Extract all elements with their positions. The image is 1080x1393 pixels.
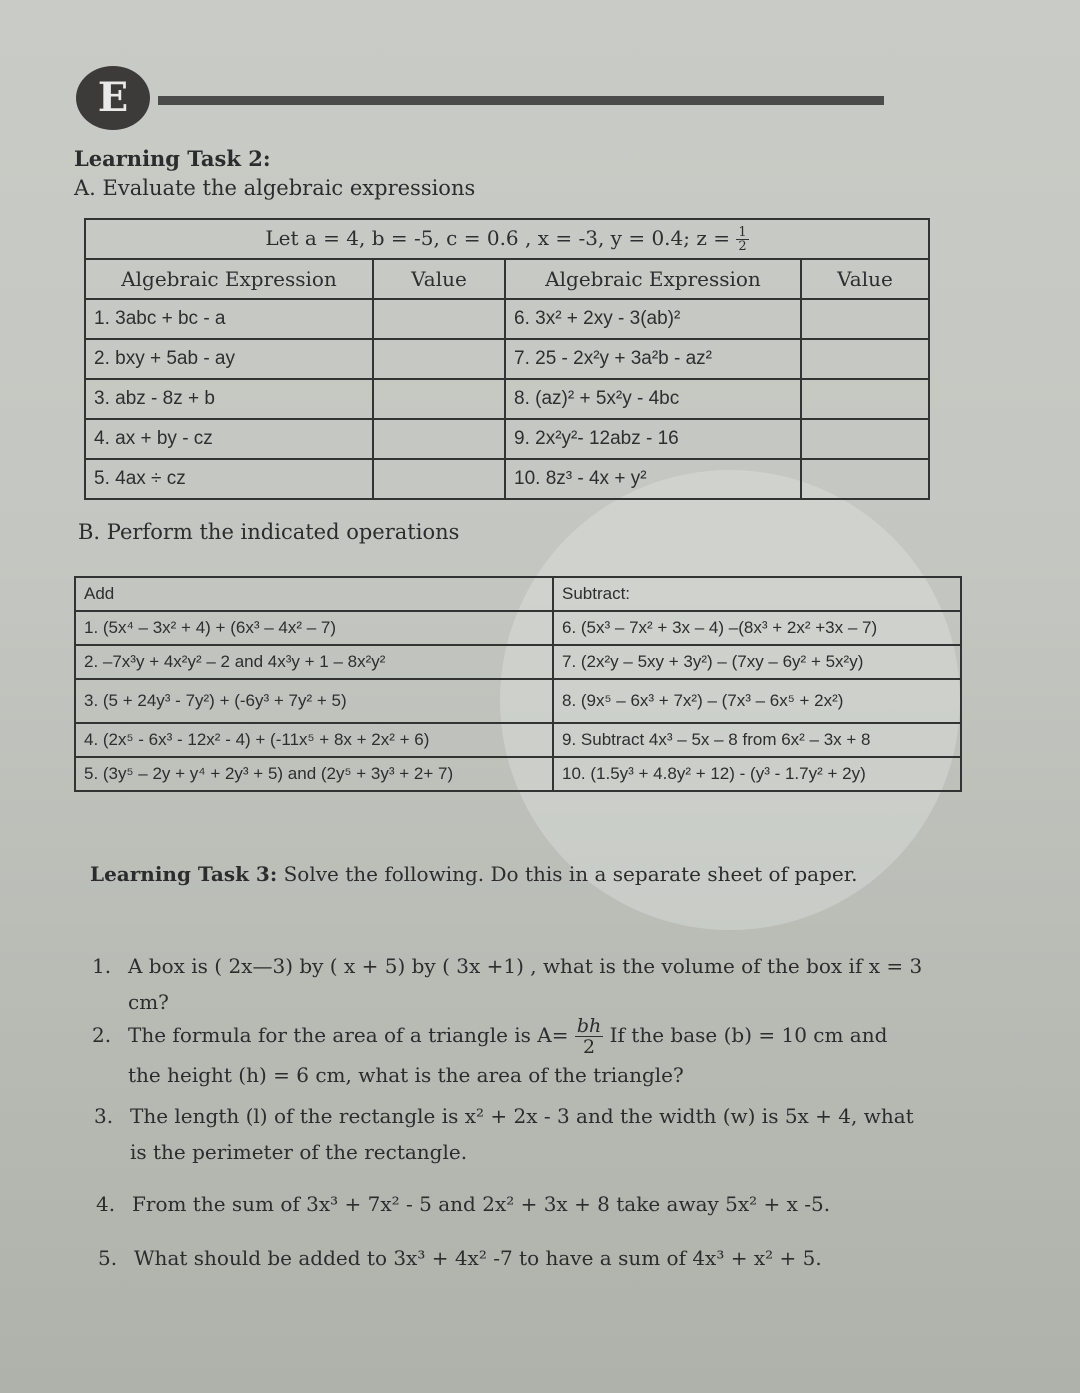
- col-header-expression-1: Algebraic Expression: [85, 259, 373, 299]
- add-header: Add: [75, 577, 553, 611]
- part-b-heading: B. Perform the indicated operations: [78, 520, 460, 544]
- expression-cell: 1. 3abc + bc - a: [85, 299, 373, 339]
- value-cell: [373, 379, 505, 419]
- question-text-continued: cm?: [128, 990, 169, 1014]
- bh-fraction: [575, 1016, 603, 1057]
- value-cell: [801, 379, 929, 419]
- operation-cell: 4. (2x⁵ - 6x³ - 12x² - 4) + (-11x⁵ + 8x + 2x² + 6): [75, 723, 553, 757]
- task3-title: Learning Task 3:: [90, 862, 278, 886]
- question-text: What should be added to 3x³ + 4x² -7 to have a sum of 4x³ + x² + 5.: [134, 1246, 822, 1270]
- question-text: The length (l) of the rectangle is x² + 2x - 3 and the width (w) is 5x + 4, what: [130, 1104, 914, 1128]
- question-text-continued: the height (h) = 6 cm, what is the area of the triangle?: [128, 1063, 684, 1087]
- question-5: [98, 1240, 978, 1276]
- z-fraction: [736, 226, 748, 253]
- task2-title: Learning Task 2:: [74, 146, 271, 171]
- col-header-value-1: Value: [373, 259, 505, 299]
- table-row: [75, 611, 961, 645]
- question-number: 4.: [96, 1192, 116, 1216]
- operation-cell: 2. –7x³y + 4x²y² – 2 and 4x³y + 1 – 8x²y²: [75, 645, 553, 679]
- question-text-b: If the base (b) = 10 cm and: [609, 1023, 888, 1047]
- operation-cell: 8. (9x⁵ – 6x³ + 7x²) – (7x³ – 6x⁵ + 2x²): [553, 679, 961, 723]
- task3-heading: [90, 862, 857, 886]
- expression-cell: 2. bxy + 5ab - ay: [85, 339, 373, 379]
- table-row: [85, 419, 929, 459]
- table-row: [85, 459, 929, 499]
- operation-cell: 1. (5x⁴ – 3x² + 4) + (6x³ – 4x² – 7): [75, 611, 553, 645]
- expression-cell: 6. 3x² + 2xy - 3(ab)²: [505, 299, 801, 339]
- given-values-text: Let a = 4, b = -5, c = 0.6 , x = -3, y = 0.4; z =: [265, 225, 730, 250]
- header-rule: [158, 96, 884, 105]
- table-row: [75, 757, 961, 791]
- question-number: 5.: [98, 1246, 118, 1270]
- task3-instruction: Solve the following. Do this in a separate sheet of paper.: [283, 862, 858, 886]
- value-cell: [373, 459, 505, 499]
- expression-cell: 4. ax + by - cz: [85, 419, 373, 459]
- subtract-header: Subtract:: [553, 577, 961, 611]
- value-cell: [801, 299, 929, 339]
- table-row: [85, 299, 929, 339]
- expression-cell: 9. 2x²y²- 12abz - 16: [505, 419, 801, 459]
- evaluate-table: [84, 218, 930, 500]
- expression-cell: 10. 8z³ - 4x + y²: [505, 459, 801, 499]
- question-3: [94, 1098, 974, 1170]
- section-badge: E: [76, 66, 150, 130]
- operation-cell: 6. (5x³ – 7x² + 3x – 4) –(8x³ + 2x² +3x – 7): [553, 611, 961, 645]
- value-cell: [373, 339, 505, 379]
- expression-cell: 3. abz - 8z + b: [85, 379, 373, 419]
- value-cell: [373, 299, 505, 339]
- z-numerator: 1: [738, 224, 747, 240]
- table-row: [75, 723, 961, 757]
- value-cell: [801, 339, 929, 379]
- expression-cell: 8. (az)² + 5x²y - 4bc: [505, 379, 801, 419]
- expression-cell: 5. 4ax ÷ cz: [85, 459, 373, 499]
- z-denominator: 2: [738, 238, 747, 254]
- operation-cell: 3. (5 + 24y³ - 7y²) + (-6y³ + 7y² + 5): [75, 679, 553, 723]
- operation-cell: 9. Subtract 4x³ – 5x – 8 from 6x² – 3x + 8: [553, 723, 961, 757]
- part-a-heading: A. Evaluate the algebraic expressions: [74, 176, 476, 200]
- question-2: [92, 1016, 972, 1093]
- operation-cell: 5. (3y⁵ – 2y + y⁴ + 2y³ + 5) and (2y⁵ + 3y³ + 2+ 7): [75, 757, 553, 791]
- question-number: 3.: [94, 1104, 114, 1128]
- question-4: [96, 1186, 976, 1222]
- value-cell: [373, 419, 505, 459]
- question-number: 2.: [92, 1023, 112, 1047]
- operations-table: [74, 576, 962, 792]
- table-row: [85, 379, 929, 419]
- question-text: A box is ( 2x—3) by ( x + 5) by ( 3x +1) , what is the volume of the box if x = 3: [128, 954, 923, 978]
- question-1: [92, 948, 972, 1020]
- value-cell: [801, 419, 929, 459]
- operation-cell: 7. (2x²y – 5xy + 3y²) – (7xy – 6y² + 5x²y): [553, 645, 961, 679]
- table-row: [85, 339, 929, 379]
- fraction-denominator: 2: [583, 1036, 596, 1058]
- col-header-value-2: Value: [801, 259, 929, 299]
- question-number: 1.: [92, 954, 112, 978]
- question-text: The formula for the area of a triangle is A=: [128, 1023, 569, 1047]
- question-text-continued: is the perimeter of the rectangle.: [130, 1140, 468, 1164]
- operation-cell: 10. (1.5y³ + 4.8y² + 12) - (y³ - 1.7y² + 2y): [553, 757, 961, 791]
- table-row: [75, 645, 961, 679]
- value-cell: [801, 459, 929, 499]
- expression-cell: 7. 25 - 2x²y + 3a²b - az²: [505, 339, 801, 379]
- table-row: [75, 679, 961, 723]
- col-header-expression-2: Algebraic Expression: [505, 259, 801, 299]
- question-text: From the sum of 3x³ + 7x² - 5 and 2x² + 3x + 8 take away 5x² + x -5.: [132, 1192, 831, 1216]
- fraction-numerator: bh: [576, 1015, 602, 1037]
- given-values: [85, 219, 929, 259]
